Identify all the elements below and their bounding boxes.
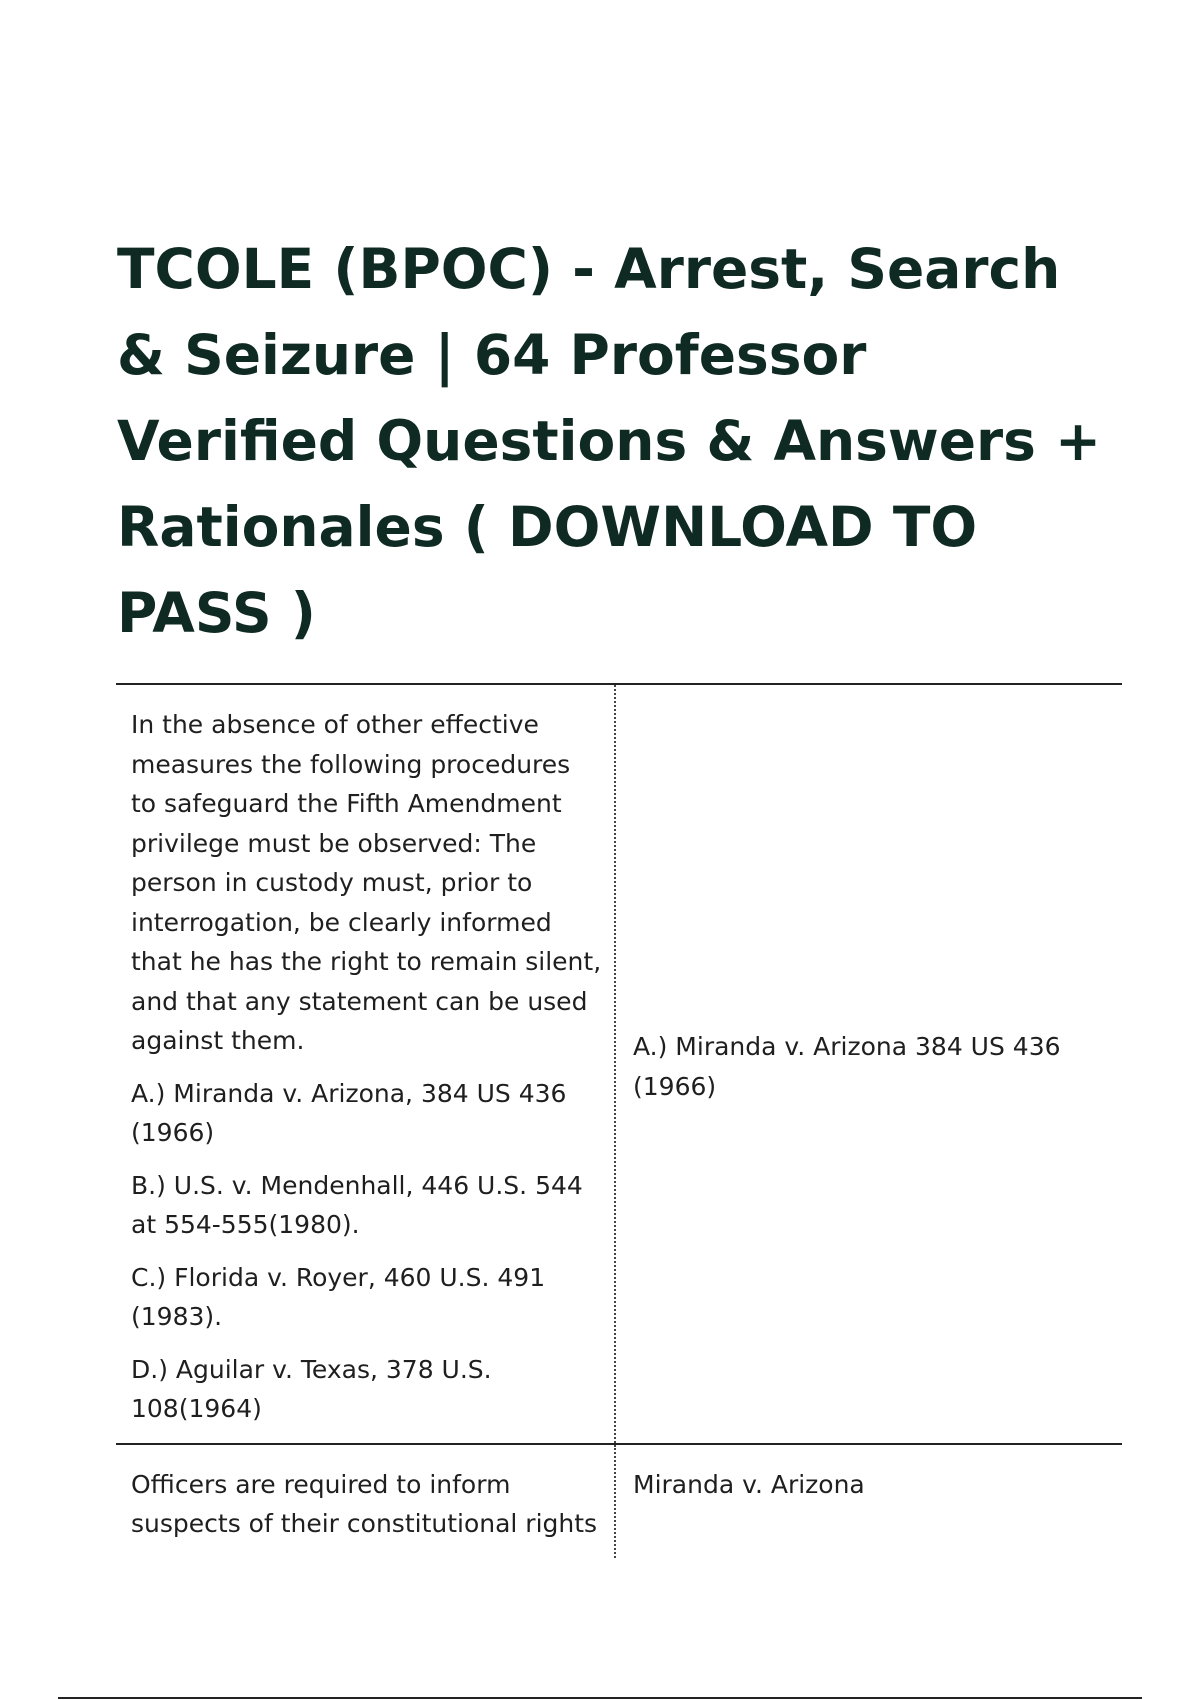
answer-option-c: C.) Florida v. Royer, 460 U.S. 491 (1983).: [131, 1262, 546, 1331]
qa-row: [116, 1443, 1122, 1558]
answer-cell: [616, 1445, 1122, 1558]
question-cell: [116, 1445, 616, 1558]
answer-option-d: D.) Aguilar v. Texas, 378 U.S. 108(1964): [131, 1354, 492, 1423]
question-text: In the absence of other effective measures the following procedures to safeguard the Fifth Amendment privilege must be observed: The person in custody must, prior to interrogation, be clearly informed that he has the right to remain silent, and that any statement can be used against them.: [131, 710, 602, 1055]
question-text: Officers are required to inform suspects of their constitutional rights: [131, 1469, 598, 1538]
page-title: TCOLE (BPOC) - Arrest, Search & Seizure | 64 Professor Verified Questions & Answers + Rationales ( DOWNLOAD TO PASS ): [117, 237, 1102, 645]
footer-divider: [58, 1697, 1142, 1699]
question-cell: [116, 685, 616, 1443]
answer-option-b: B.) U.S. v. Mendenhall, 446 U.S. 544 at 554-555(1980).: [131, 1170, 583, 1239]
qa-row: [116, 683, 1122, 1443]
qa-table: [116, 683, 1122, 1558]
answer-text: Miranda v. Arizona: [633, 1469, 865, 1499]
answer-cell: [616, 685, 1122, 1443]
answer-text: A.) Miranda v. Arizona 384 US 436 (1966): [633, 1032, 1061, 1101]
answer-option-a: A.) Miranda v. Arizona, 384 US 436 (1966): [131, 1078, 567, 1147]
